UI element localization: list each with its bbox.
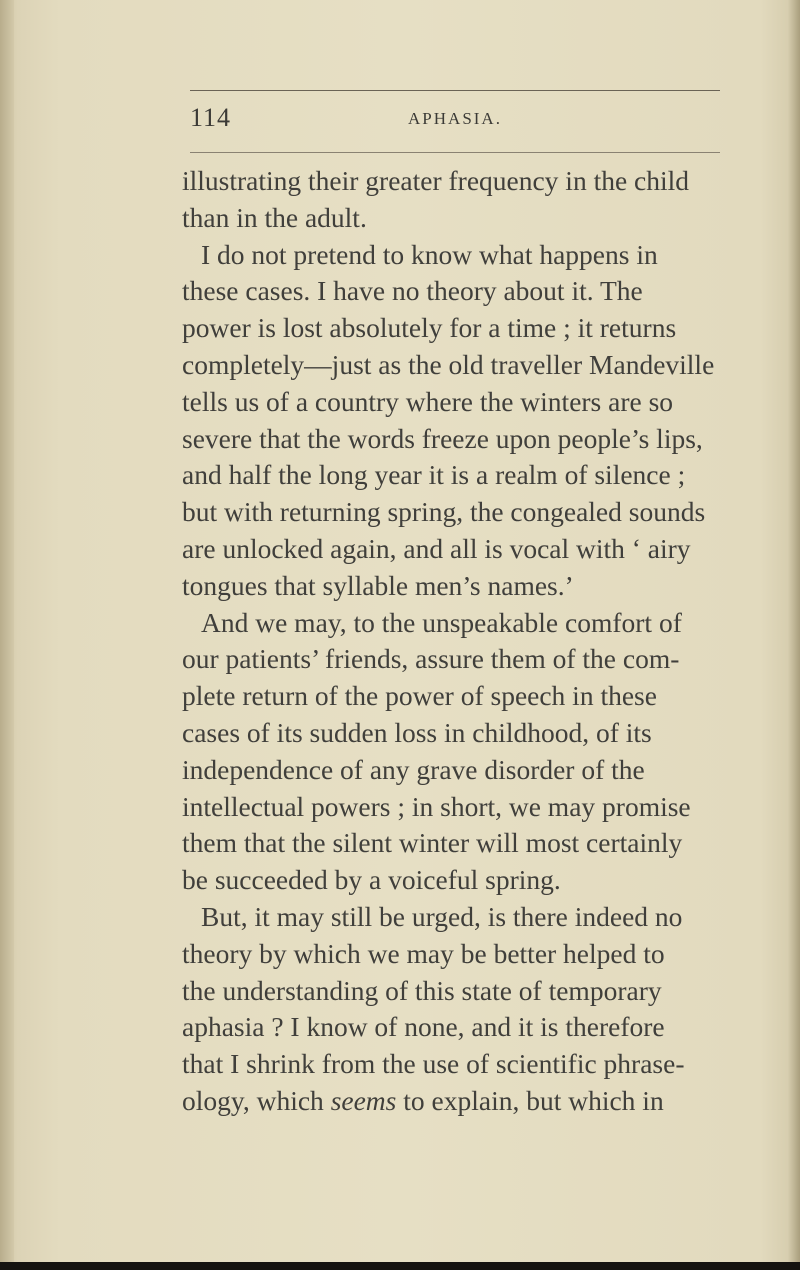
text-line-last [182,1083,742,1120]
running-head [190,103,720,137]
text-line: be succeeded by a voiceful spring. [182,864,561,896]
text-line: our patients’ friends, assure them of the com- [182,643,680,675]
last-line-end: to explain, but which in [396,1084,664,1116]
text-line: tells us of a country where the winters are so [182,385,674,417]
text-line: them that the silent winter will most certainly [182,827,683,859]
text-line: these cases. I have no theory about it. The [182,275,643,307]
page-gutter-left [0,0,14,1270]
text-line: I do not pretend to know what happens in [201,238,658,270]
text-line: but with returning spring, the congealed sounds [182,496,706,528]
top-rule [190,90,720,91]
text-line: intellectual powers ; in short, we may promise [182,790,691,822]
last-line-start: ology, which [182,1084,324,1116]
body-text [182,163,742,1120]
text-line: illustrating their greater frequency in the child [182,165,690,196]
text-line: power is lost absolutely for a time ; it returns [182,312,677,344]
page-number: 114 [190,103,232,132]
text-line: aphasia ? I know of none, and it is therefore [182,1011,665,1043]
text-line: the understanding of this state of temporary [182,974,662,1006]
text-line: and half the long year it is a realm of silence ; [182,459,686,491]
text-line: severe that the words freeze upon people’s lips, [182,422,703,454]
text-line: tongues that syllable men’s names.’ [182,569,574,601]
text-line: are unlocked again, and all is vocal with ‘ airy [182,532,691,564]
running-head-title: APHASIA. [408,109,502,128]
text-line: than in the adult. [182,201,367,233]
text-line: plete return of the power of speech in these [182,680,657,712]
header-rule [190,152,720,153]
text-line: theory by which we may be better helped to [182,937,665,969]
page-edge-right [788,0,800,1270]
italic-word: seems [330,1084,397,1116]
text-line: cases of its sudden loss in childhood, of its [182,716,652,748]
page-bottom-edge [0,1262,800,1270]
text-line: completely—just as the old traveller Mandeville [182,348,715,380]
text-line: And we may, to the unspeakable comfort of [201,606,682,638]
text-line: independence of any grave disorder of the [182,753,645,785]
text-line: But, it may still be urged, is there indeed no [201,900,683,932]
text-line: that I shrink from the use of scientific phrase- [182,1048,685,1080]
